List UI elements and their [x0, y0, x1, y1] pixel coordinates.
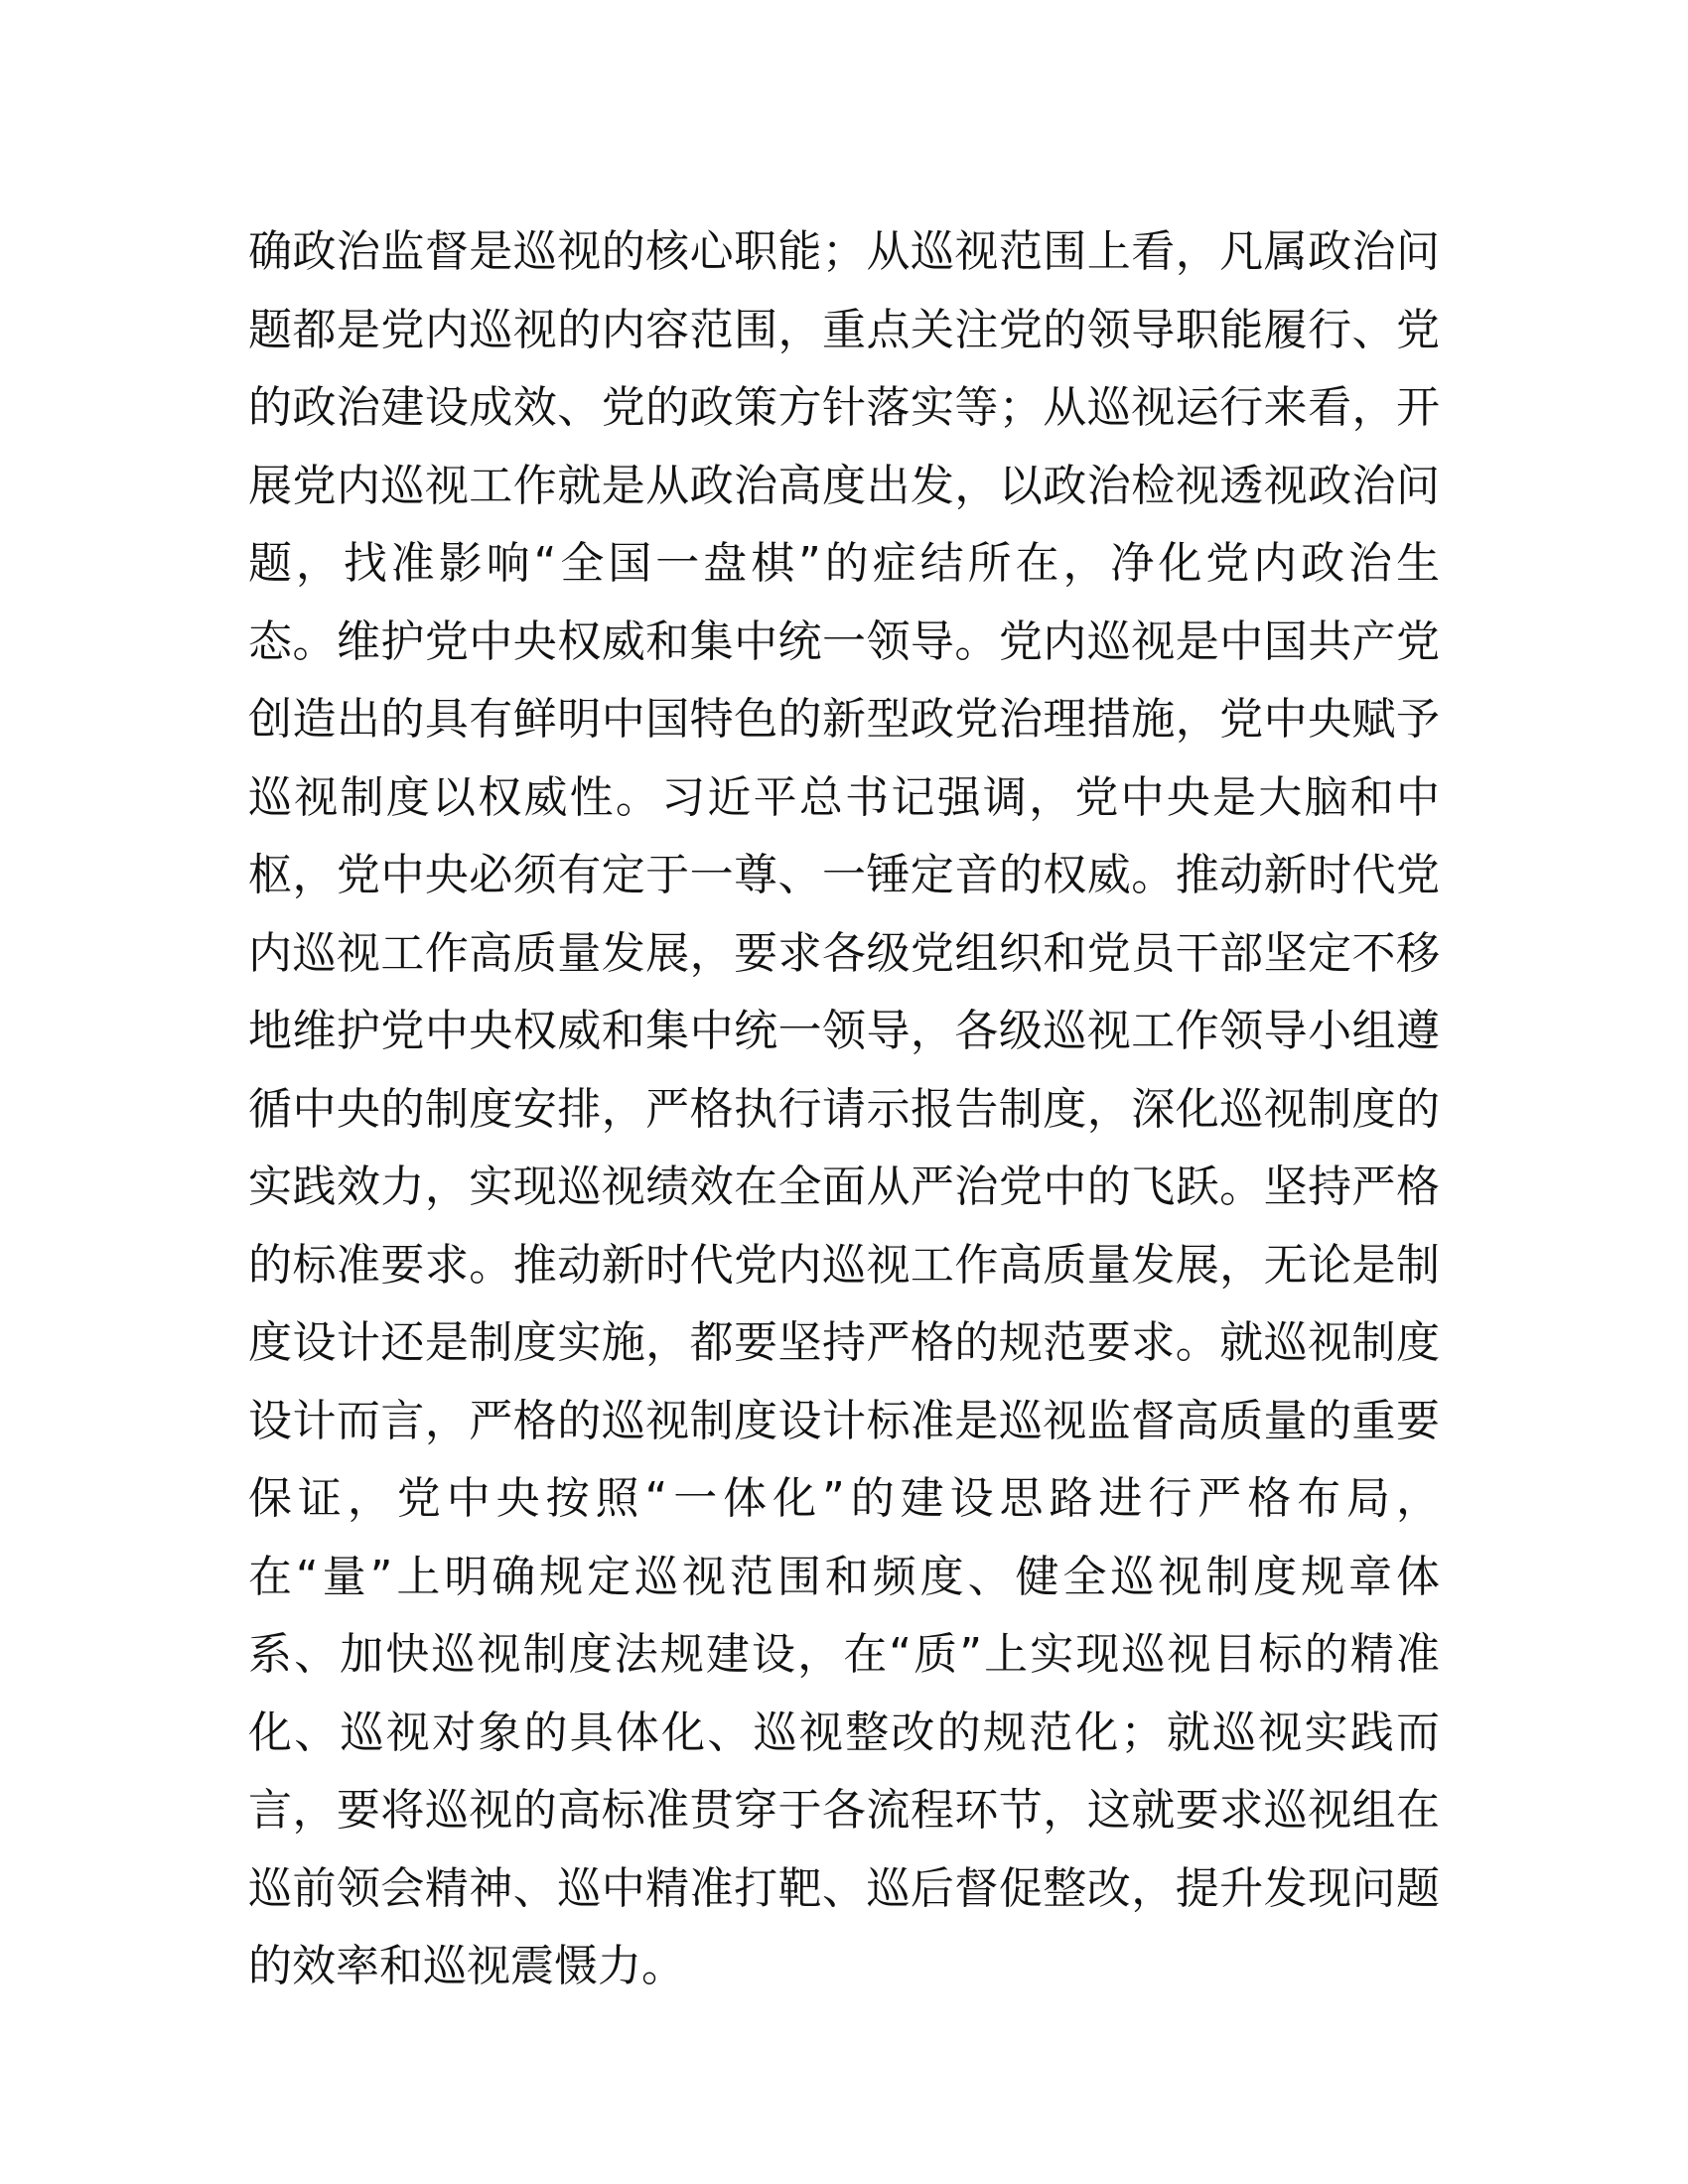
- text-line: 创造出的具有鲜明中国特色的新型政党治理措施，党中央赋予: [248, 694, 1440, 745]
- text-line: 的政治建设成效、党的政策方针落实等；从巡视运行来看，开: [248, 382, 1440, 433]
- text-line: 言，要将巡视的高标准贯穿于各流程环节，这就要求巡视组在: [248, 1785, 1440, 1836]
- text-line: 在“量”上明确规定巡视范围和频度、健全巡视制度规章体: [248, 1551, 1440, 1602]
- text-line: 化、巡视对象的具体化、巡视整改的规范化；就巡视实践而: [248, 1706, 1440, 1758]
- text-line: 地维护党中央权威和集中统一领导，各级巡视工作领导小组遵: [248, 1006, 1440, 1056]
- text-line: 保证，党中央按照“一体化”的建设思路进行严格布局，: [248, 1473, 1440, 1524]
- text-line: 设计而言，严格的巡视制度设计标准是巡视监督高质量的重要: [248, 1395, 1440, 1446]
- text-line: 题都是党内巡视的内容范围，重点关注党的领导职能履行、党: [248, 304, 1440, 355]
- text-line: 的标准要求。推动新时代党内巡视工作高质量发展，无论是制: [248, 1239, 1440, 1291]
- text-line: 实践效力，实现巡视绩效在全面从严治党中的飞跃。坚持严格: [248, 1161, 1440, 1212]
- text-line: 题，找准影响“全国一盘棋”的症结所在，净化党内政治生: [248, 538, 1440, 589]
- text-line: 枢，党中央必须有定于一尊、一锤定音的权威。推动新时代党: [248, 850, 1440, 900]
- text-line: 系、加快巡视制度法规建设，在“质”上实现巡视目标的精准: [248, 1629, 1440, 1680]
- text-line: 巡视制度以权威性。习近平总书记强调，党中央是大脑和中: [248, 771, 1440, 823]
- text-line: 展党内巡视工作就是从政治高度出发，以政治检视透视政治问: [248, 460, 1440, 511]
- text-line: 内巡视工作高质量发展，要求各级党组织和党员干部坚定不移: [248, 927, 1440, 979]
- text-line: 确政治监督是巡视的核心职能；从巡视范围上看，凡属政治问: [248, 226, 1440, 277]
- text-line: 的效率和巡视震慑力。: [248, 1941, 685, 1991]
- text-line: 度设计还是制度实施，都要坚持严格的规范要求。就巡视制度: [248, 1317, 1440, 1368]
- text-line: 循中央的制度安排，严格执行请示报告制度，深化巡视制度的: [248, 1083, 1440, 1135]
- text-line: 态。维护党中央权威和集中统一领导。党内巡视是中国共产党: [248, 615, 1440, 667]
- body-paragraph: [248, 213, 1440, 2006]
- text-line: 巡前领会精神、巡中精准打靶、巡后督促整改，提升发现问题: [248, 1862, 1440, 1914]
